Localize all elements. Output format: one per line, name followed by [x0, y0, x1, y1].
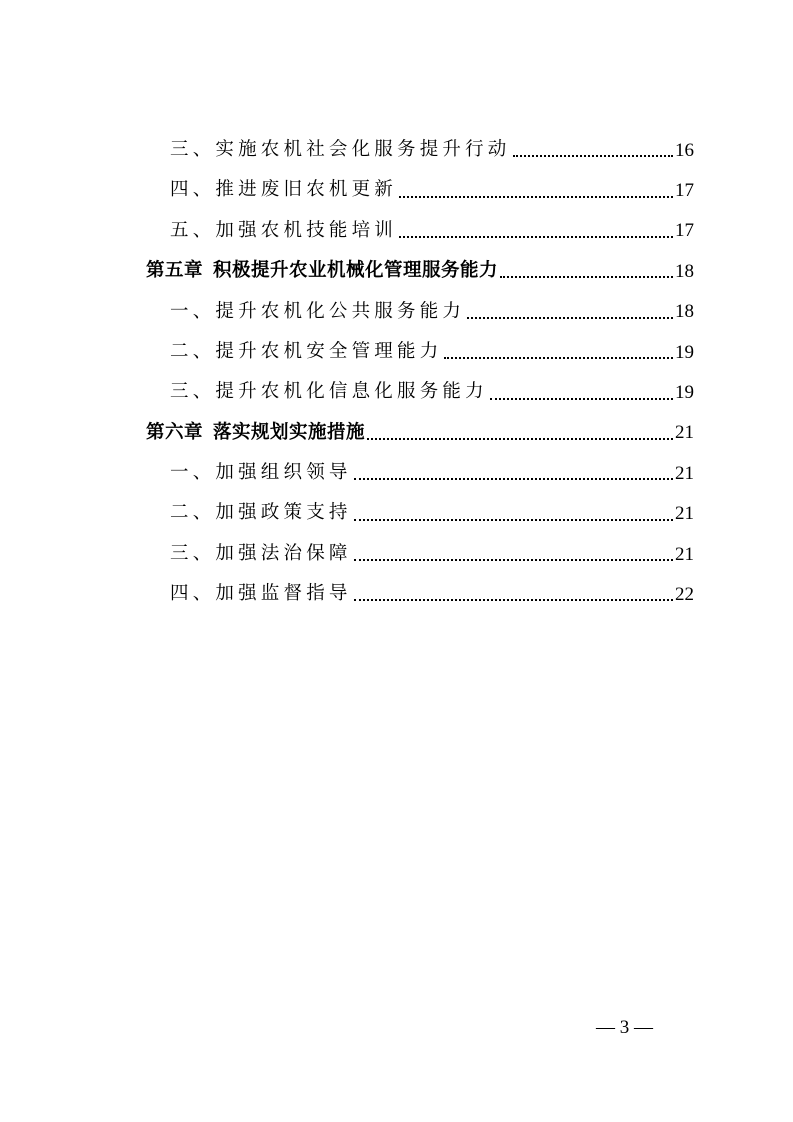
toc-entry-organization[interactable] — [146, 453, 694, 493]
toc-entry-machinery-renewal[interactable] — [146, 170, 694, 210]
toc-dot-leader — [354, 599, 673, 601]
toc-entry-page: 21 — [675, 422, 694, 444]
toc-chapter-heading — [146, 262, 498, 281]
toc-entry-supervision[interactable] — [146, 574, 694, 614]
toc-dot-leader — [444, 357, 673, 359]
toc-entry-public-service[interactable] — [146, 292, 694, 332]
toc-entry-title: 一、加强组织领导 — [170, 462, 352, 484]
toc-dot-leader — [513, 155, 673, 157]
toc-dot-leader — [399, 236, 673, 238]
toc-dot-leader — [354, 519, 673, 521]
toc-entry-page: 21 — [675, 503, 694, 525]
toc-entry-page: 17 — [675, 220, 694, 242]
toc-dot-leader — [399, 196, 673, 198]
toc-entry-social-service[interactable] — [146, 130, 694, 170]
page-number: — 3 — — [596, 1017, 653, 1038]
toc-entry-page: 22 — [675, 583, 694, 605]
toc-chapter-heading — [146, 421, 366, 443]
toc-entry-title: 三、加强法治保障 — [170, 542, 352, 564]
toc-entry-safety-management[interactable] — [146, 332, 694, 372]
toc-dot-leader — [354, 559, 673, 561]
toc-chapter-5[interactable] — [146, 251, 694, 291]
toc-entry-skills-training[interactable] — [146, 211, 694, 251]
toc-entry-page: 21 — [675, 462, 694, 484]
toc-dot-leader — [467, 317, 673, 319]
toc-entry-page: 17 — [675, 180, 694, 202]
toc-chapter-number: 第六章 — [146, 421, 204, 443]
toc-entry-page: 16 — [675, 139, 694, 161]
toc-dot-leader — [367, 438, 673, 440]
toc-chapter-6[interactable] — [146, 413, 694, 453]
toc-chapter-title: 落实规划实施措施 — [213, 421, 366, 443]
toc-entry-title: 三、实施农机社会化服务提升行动 — [170, 138, 511, 160]
toc-entry-title: 四、推进废旧农机更新 — [170, 179, 398, 201]
toc-chapter-title: 积极提升农业机械化管理服务能力 — [213, 260, 499, 282]
toc-dot-leader — [500, 276, 673, 278]
toc-entry-title: 五、加强农机技能培训 — [170, 219, 398, 241]
toc-entry-policy-support[interactable] — [146, 494, 694, 534]
toc-entry-page: 19 — [675, 382, 694, 404]
table-of-contents — [146, 130, 694, 615]
toc-entry-informatization[interactable] — [146, 372, 694, 412]
toc-entry-page: 18 — [675, 260, 694, 282]
toc-entry-page: 21 — [675, 543, 694, 565]
toc-dot-leader — [354, 478, 673, 480]
toc-entry-page: 19 — [675, 341, 694, 363]
toc-entry-title: 二、加强政策支持 — [170, 502, 352, 524]
toc-entry-title: 二、提升农机安全管理能力 — [170, 340, 443, 362]
toc-entry-title: 四、加强监督指导 — [170, 583, 352, 605]
toc-entry-page: 18 — [675, 301, 694, 323]
toc-chapter-number: 第五章 — [146, 260, 204, 282]
toc-entry-title: 一、提升农机化公共服务能力 — [170, 300, 466, 322]
toc-entry-title: 三、提升农机化信息化服务能力 — [170, 381, 488, 403]
toc-entry-legal-guarantee[interactable] — [146, 534, 694, 574]
toc-dot-leader — [490, 398, 673, 400]
